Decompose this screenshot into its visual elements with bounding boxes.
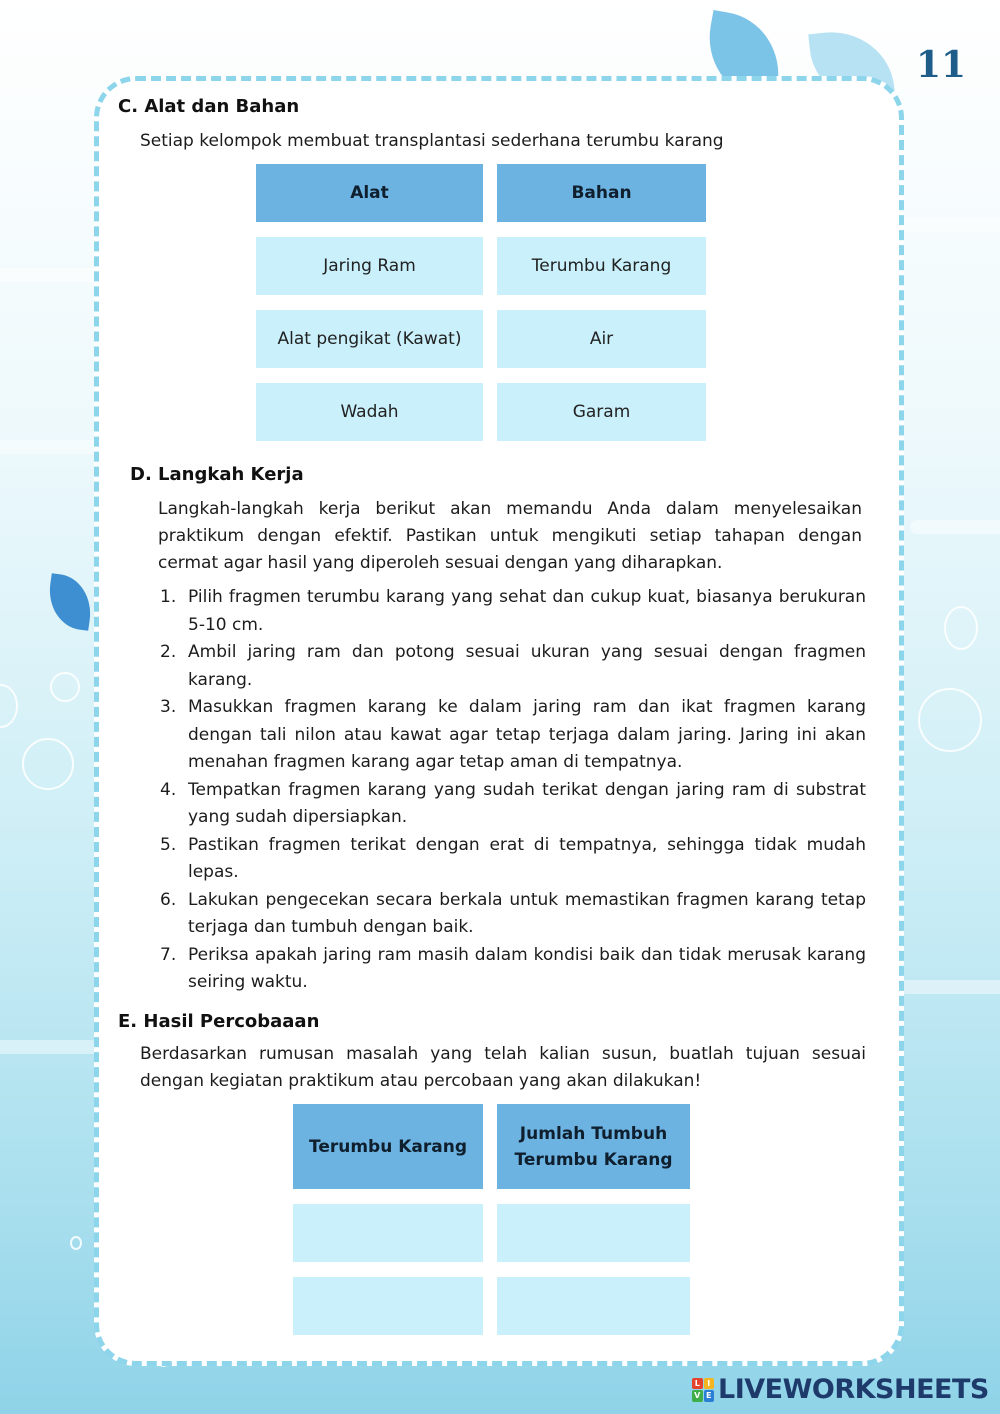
table-header-alat: Alat xyxy=(256,164,483,222)
page-number: 11 xyxy=(916,44,967,86)
list-item: 5. Pastikan fragmen terikat dengan erat di tempatnya, sehingga tidak mudah lepas. xyxy=(160,834,866,882)
section-e-title: E. Hasil Percobaaan xyxy=(118,1011,320,1032)
list-item: 3. Masukkan fragmen karang ke dalam jaring ram dan ikat fragmen karang dengan tali nilon atau kawat agar tetap terjaga dalam jaring. Jaring ini akan menahan fragmen karang agar tetap aman di tempatnya. xyxy=(160,697,866,772)
answer-input-cell[interactable] xyxy=(497,1204,690,1262)
liveworksheets-logo[interactable] xyxy=(692,1374,989,1405)
logo-text: LIVEWORKSHEETS xyxy=(718,1374,989,1405)
list-item: 7. Periksa apakah jaring ram masih dalam kondisi baik dan tidak merusak karang seiring waktu. xyxy=(160,944,866,992)
list-item: 4. Tempatkan fragmen karang yang sudah terikat dengan jaring ram di substrat yang sudah dipersiapkan. xyxy=(160,779,866,827)
table-header-terumbu-karang: Terumbu Karang xyxy=(293,1104,483,1189)
list-item: 2. Ambil jaring ram dan potong sesuai ukuran yang sesuai dengan fragmen karang. xyxy=(160,642,866,690)
list-item: 1. Pilih fragmen terumbu karang yang sehat dan cukup kuat, biasanya berukuran 5-10 cm. xyxy=(160,587,866,635)
section-c-intro: Setiap kelompok membuat transplantasi sederhana terumbu karang xyxy=(140,131,724,151)
answer-input-cell[interactable] xyxy=(293,1277,483,1335)
logo-mark-icon: L I V E xyxy=(692,1378,714,1402)
table-header-bahan: Bahan xyxy=(497,164,706,222)
table-header-jumlah-tumbuh: Jumlah Tumbuh Terumbu Karang xyxy=(497,1104,690,1189)
table-cell: Jaring Ram xyxy=(256,237,483,295)
table-cell: Alat pengikat (Kawat) xyxy=(256,310,483,368)
table-cell: Wadah xyxy=(256,383,483,441)
section-e-intro: Berdasarkan rumusan masalah yang telah kalian susun, buatlah tujuan sesuai dengan kegiatan praktikum atau percobaan yang akan dilakukan! xyxy=(140,1044,866,1091)
table-cell: Garam xyxy=(497,383,706,441)
steps-list xyxy=(160,584,866,997)
table-cell: Terumbu Karang xyxy=(497,237,706,295)
answer-input-cell[interactable] xyxy=(293,1204,483,1262)
answer-input-cell[interactable] xyxy=(497,1277,690,1335)
section-d-title: D. Langkah Kerja xyxy=(130,464,304,485)
list-item: 6. Lakukan pengecekan secara berkala untuk memastikan fragmen karang tetap terjaga dan tumbuh dengan baik. xyxy=(160,889,866,937)
section-d-intro: Langkah-langkah kerja berikut akan memandu Anda dalam menyelesaikan praktikum dengan efektif. Pastikan untuk mengikuti setiap tahapan dengan cermat agar hasil yang diperoleh sesuai dengan yang diharapkan. xyxy=(158,499,862,573)
table-cell: Air xyxy=(497,310,706,368)
section-c-title: C. Alat dan Bahan xyxy=(118,96,300,117)
